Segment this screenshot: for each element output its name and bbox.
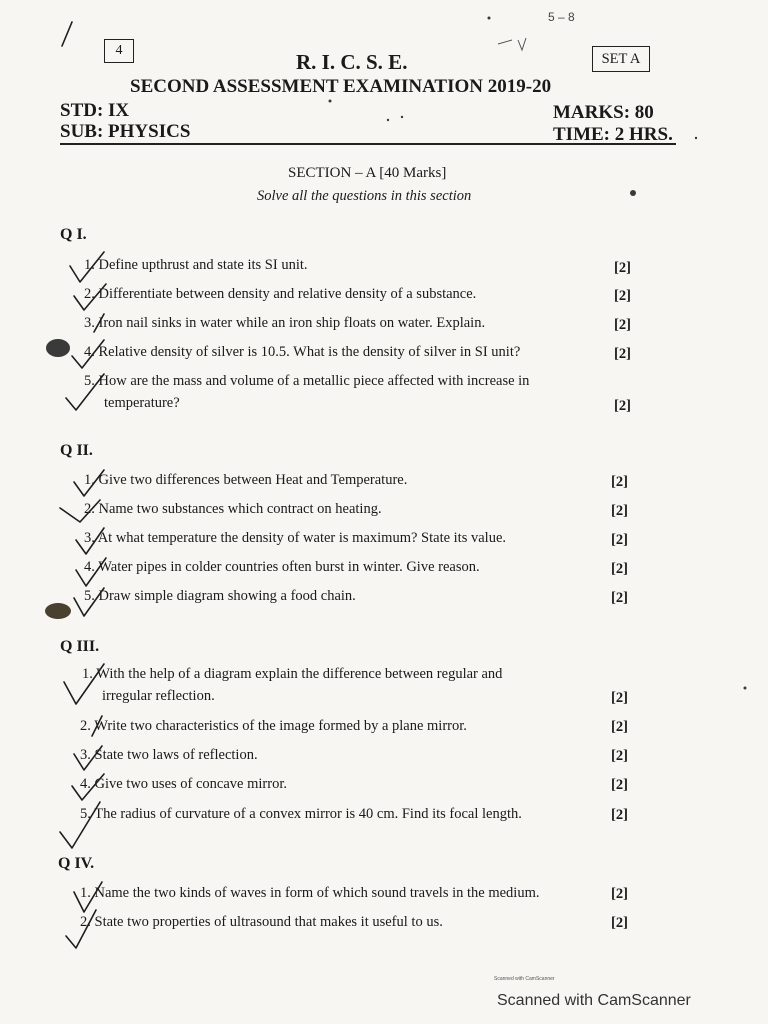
question-item xyxy=(84,559,480,576)
question-text: Define upthrust and state its SI unit. xyxy=(98,257,308,273)
question-number: 3. xyxy=(84,315,95,331)
stray-dot xyxy=(695,137,697,139)
pen-stroke-mark xyxy=(62,22,72,46)
question-marks: [2] xyxy=(611,532,628,548)
question-marks: [2] xyxy=(614,260,631,276)
question-number: 5. xyxy=(84,373,95,389)
question-text-continued: irregular reflection. xyxy=(102,688,215,704)
exam-title: SECOND ASSESSMENT EXAMINATION 2019-20 xyxy=(130,76,552,97)
question-item xyxy=(82,666,502,683)
question-number: 1. xyxy=(84,472,95,488)
question-marks: [2] xyxy=(611,719,628,735)
ink-blot xyxy=(46,339,70,357)
subject-label: SUB: PHYSICS xyxy=(60,121,191,142)
question-marks: [2] xyxy=(614,346,631,362)
question-number: 2. xyxy=(84,501,95,517)
stray-mark xyxy=(498,38,526,50)
stray-dot xyxy=(630,190,636,196)
stray-dot xyxy=(387,119,389,121)
stray-dot xyxy=(329,100,332,103)
question-number: 2. xyxy=(80,914,91,930)
question-number: 4. xyxy=(84,344,95,360)
question-text: Relative density of silver is 10.5. What is the density of silver in SI unit? xyxy=(98,344,521,360)
question-number: 4. xyxy=(84,559,95,575)
scanner-mark-small: Scanned with CamScanner xyxy=(494,976,555,982)
question-number: 5. xyxy=(80,806,91,822)
question-item xyxy=(80,914,443,931)
stray-dot xyxy=(401,116,403,118)
ink-blot xyxy=(45,603,71,619)
question-number: 2. xyxy=(84,286,95,302)
question-heading: Q III. xyxy=(60,638,100,655)
question-item xyxy=(84,344,520,361)
stray-dot xyxy=(488,17,491,20)
school-name: R. I. C. S. E. xyxy=(296,50,408,74)
page-ref: 5 – 8 xyxy=(548,10,575,24)
scanner-watermark: Scanned with CamScanner xyxy=(497,992,691,1009)
standard-label: STD: IX xyxy=(60,100,130,121)
section-title: SECTION – A [40 Marks] xyxy=(288,165,447,181)
question-marks: [2] xyxy=(611,590,628,606)
question-heading: Q IV. xyxy=(58,855,95,872)
question-text: Name the two kinds of waves in form of which sound travels in the medium. xyxy=(94,885,540,901)
question-marks: [2] xyxy=(611,915,628,931)
question-number: 1. xyxy=(80,885,91,901)
question-item xyxy=(80,806,522,823)
question-text: How are the mass and volume of a metallic piece affected with increase in xyxy=(98,373,530,389)
question-marks: [2] xyxy=(611,474,628,490)
question-item xyxy=(80,718,467,735)
question-marks: [2] xyxy=(611,561,628,577)
question-text: With the help of a diagram explain the difference between regular and xyxy=(96,666,503,682)
question-item xyxy=(84,588,356,605)
question-item xyxy=(84,530,506,547)
question-text: Name two substances which contract on heating. xyxy=(98,501,382,517)
section-instruction: Solve all the questions in this section xyxy=(257,188,472,204)
question-item xyxy=(80,747,258,764)
question-item xyxy=(84,501,382,518)
question-text: Differentiate between density and relative density of a substance. xyxy=(98,286,477,302)
question-text: Draw simple diagram showing a food chain. xyxy=(98,588,356,604)
question-number: 2. xyxy=(80,718,91,734)
header-rule xyxy=(60,143,676,145)
set-label-box: SET A xyxy=(592,46,650,72)
question-text-continued: temperature? xyxy=(104,395,180,411)
question-item xyxy=(80,776,287,793)
question-text: State two properties of ultrasound that makes it useful to us. xyxy=(94,914,443,930)
question-text: Write two characteristics of the image formed by a plane mirror. xyxy=(94,718,467,734)
question-marks: [2] xyxy=(614,398,631,414)
question-marks: [2] xyxy=(611,748,628,764)
question-marks: [2] xyxy=(611,777,628,793)
question-number: 1. xyxy=(82,666,93,682)
question-text: At what temperature the density of water is maximum? State its value. xyxy=(97,530,507,546)
question-item xyxy=(80,885,539,902)
question-item xyxy=(84,286,476,303)
question-marks: [2] xyxy=(611,503,628,519)
question-item xyxy=(84,472,407,489)
question-number: 4. xyxy=(80,776,91,792)
question-number: 1. xyxy=(84,257,95,273)
question-item xyxy=(84,315,485,332)
question-marks: [2] xyxy=(611,690,628,706)
question-number: 5. xyxy=(84,588,95,604)
question-marks: [2] xyxy=(611,886,628,902)
question-text: Give two uses of concave mirror. xyxy=(94,776,287,792)
question-heading: Q II. xyxy=(60,442,93,459)
question-text: State two laws of reflection. xyxy=(94,747,258,763)
page-number-box: 4 xyxy=(104,39,134,63)
question-marks: [2] xyxy=(611,807,628,823)
marks-label: MARKS: 80 xyxy=(553,102,654,123)
question-marks: [2] xyxy=(614,317,631,333)
question-item xyxy=(84,257,308,274)
stray-dot xyxy=(744,687,747,690)
question-number: 3. xyxy=(80,747,91,763)
question-item xyxy=(84,373,529,390)
question-text: The radius of curvature of a convex mirror is 40 cm. Find its focal length. xyxy=(94,806,522,822)
time-label: TIME: 2 HRS. xyxy=(553,124,673,145)
question-number: 3. xyxy=(84,530,95,546)
question-text: Iron nail sinks in water while an iron ship floats on water. Explain. xyxy=(98,315,486,331)
question-text: Give two differences between Heat and Temperature. xyxy=(98,472,408,488)
question-text: Water pipes in colder countries often burst in winter. Give reason. xyxy=(98,559,480,575)
question-heading: Q I. xyxy=(60,226,87,243)
question-marks: [2] xyxy=(614,288,631,304)
